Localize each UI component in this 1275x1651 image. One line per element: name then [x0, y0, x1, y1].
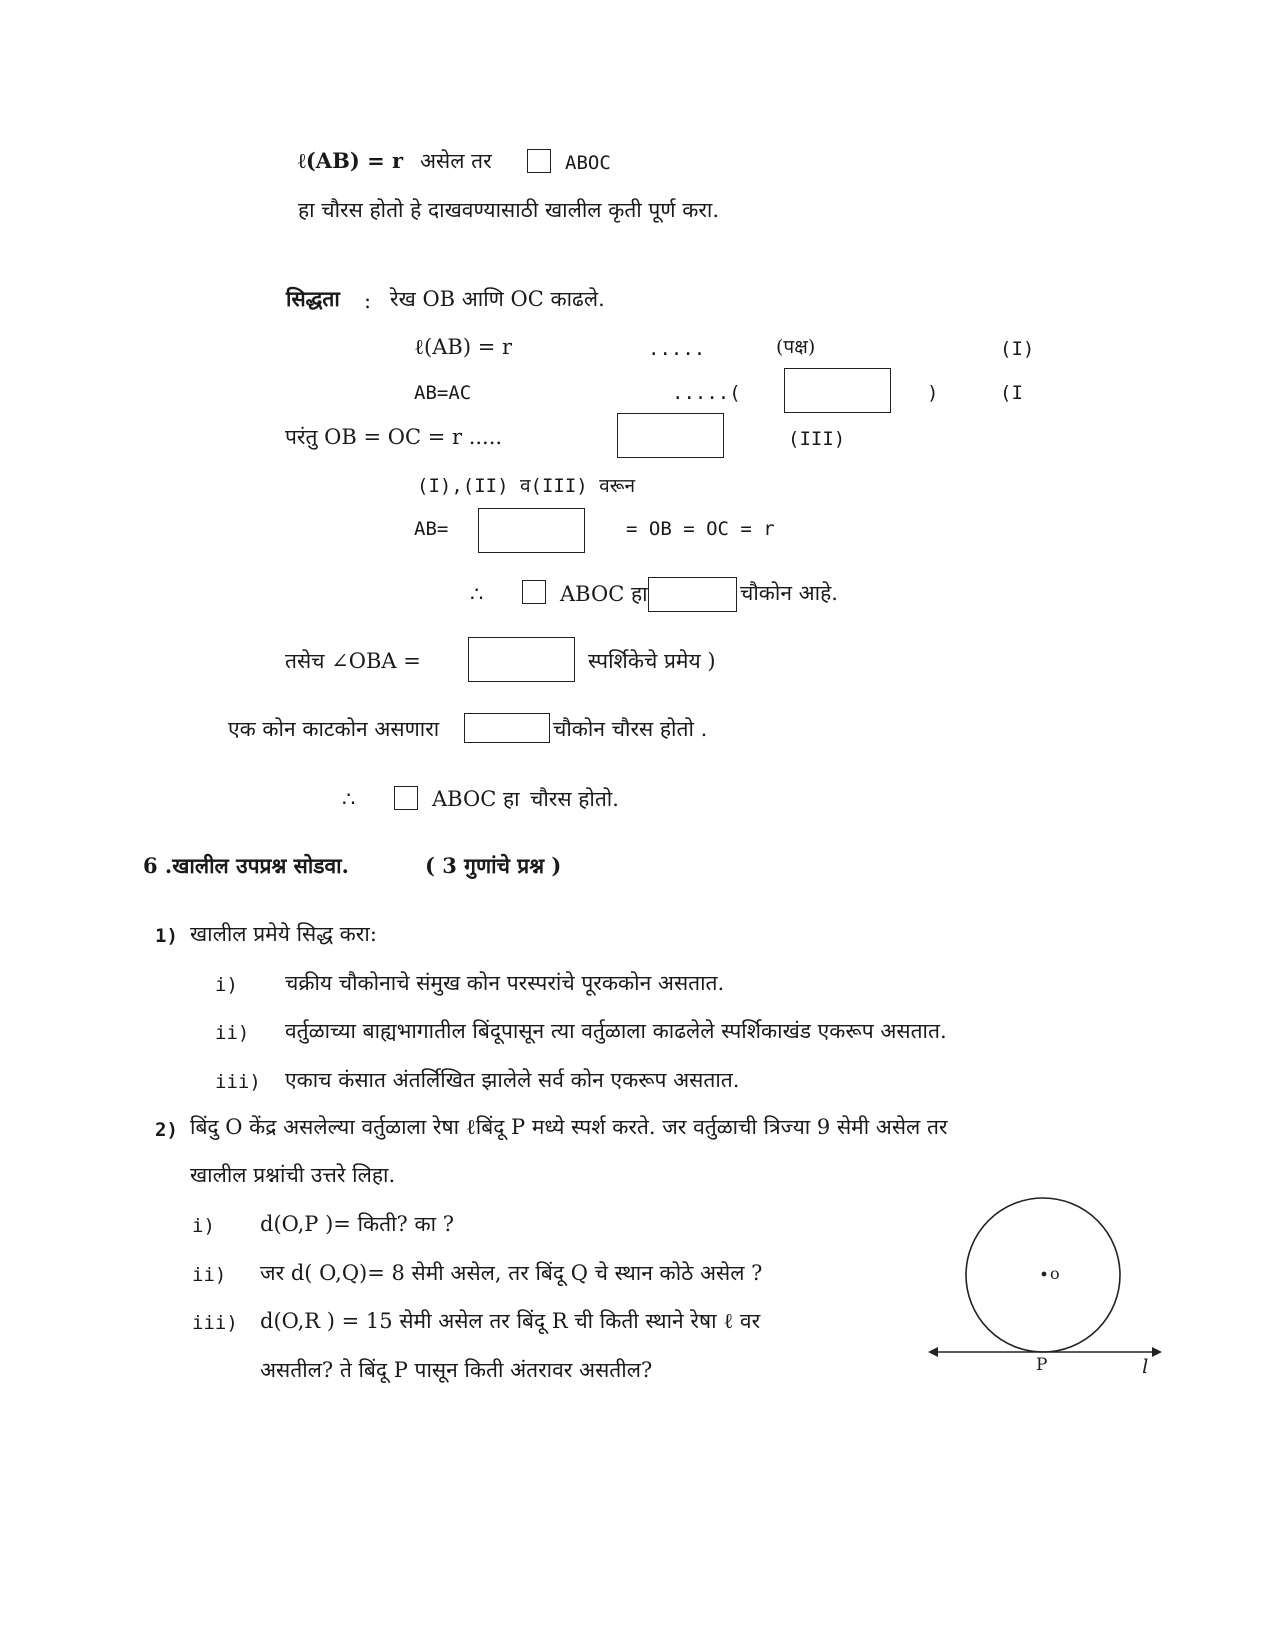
section6-marks: ( 3 गुणांचे प्रश्न )	[425, 853, 562, 878]
step8-blank[interactable]	[464, 713, 550, 743]
step4-from: (I),(II) व(III) वरून	[417, 475, 636, 497]
therefore-symbol-1: ∴	[470, 582, 484, 606]
step7-right: स्पर्शिकेचे प्रमेय )	[588, 649, 716, 673]
step2-close-paren: )	[927, 382, 939, 404]
step8-right: चौकोन चौरस होतो .	[553, 717, 708, 741]
q1-item-number: iii)	[215, 1071, 261, 1093]
section6-heading: 6 .खालील उपप्रश्न सोडवा.	[143, 853, 349, 878]
q2-item-number: i)	[192, 1215, 215, 1237]
step5-left: AB=	[414, 518, 449, 540]
step6-aboc: ABOC हा	[560, 582, 648, 606]
q1-item-number: i)	[215, 974, 238, 996]
step5-blank[interactable]	[478, 508, 585, 553]
q2-item-text: जर d( O,Q)= 8 सेमी असेल, तर बिंदू Q चे स्थान कोठे असेल ?	[260, 1261, 763, 1285]
q2-line2: खालील प्रश्नांची उत्तरे लिहा.	[190, 1163, 396, 1187]
center-point	[1042, 1272, 1047, 1277]
step1-dots: .....	[648, 338, 706, 360]
q1-item-number: ii)	[215, 1022, 250, 1044]
q2-number: 2)	[155, 1119, 178, 1141]
step3-number: (III)	[788, 428, 846, 450]
q2-line1: बिंदु O केंद्र असलेल्या वर्तुळाला रेषा ℓबिंदू P मध्ये स्पर्श करते. जर वर्तुळाची त्रिज्या 9 सेमी असेल तर	[190, 1115, 948, 1139]
q1-item-text: चक्रीय चौकोनाचे संमुख कोन परस्परांचे पूरककोन असतात.	[285, 971, 725, 995]
q1-item-text: एकाच कंसात अंतर्लिखित झालेले सर्व कोन एकरूप असतात.	[285, 1068, 740, 1092]
point-p-label: P	[1036, 1355, 1048, 1375]
arrow-right-icon	[1152, 1347, 1162, 1357]
step1-statement: ℓ(AB) = r	[414, 335, 513, 359]
line-label: l	[1142, 1354, 1149, 1378]
q2-item-text: असतील? ते बिंदू P पासून किती अंतरावर असतील?	[260, 1358, 653, 1382]
q1-item-text: वर्तुळाच्या बाह्यभागातील बिंदूपासून त्या वर्तुळाला काढलेले स्पर्शिकाखंड एकरूप असतात.	[285, 1019, 947, 1043]
proof-label: सिद्धता	[286, 286, 340, 311]
step7-blank[interactable]	[468, 637, 575, 682]
step1-reason: (पक्ष)	[776, 336, 816, 358]
arrow-left-icon	[928, 1347, 938, 1357]
step6-blank[interactable]	[648, 577, 737, 612]
center-label: o	[1050, 1264, 1060, 1283]
therefore-symbol-2: ∴	[342, 787, 356, 811]
step3-reason-blank[interactable]	[617, 413, 724, 458]
q2-item-text: d(O,P )= किती? का ?	[260, 1212, 454, 1236]
step2-number: (I	[1000, 382, 1023, 404]
step9-aboc: ABOC हा	[432, 787, 520, 811]
proof-construction: रेख OB आणि OC काढले.	[390, 287, 605, 311]
step2-reason-blank[interactable]	[784, 368, 891, 413]
quadrilateral-square-icon	[394, 786, 418, 810]
intro-aboc: ABOC	[565, 152, 611, 174]
intro-instruction: हा चौरस होतो हे दाखवण्यासाठी खालील कृती पूर्ण करा.	[298, 198, 720, 222]
step5-right: = OB = OC = r	[626, 518, 775, 540]
q1-number: 1)	[155, 925, 178, 947]
step2-dots: .....(	[672, 382, 741, 404]
step2-statement: AB=AC	[414, 382, 472, 404]
q1-prompt: खालील प्रमेये सिद्ध करा:	[190, 922, 377, 946]
quadrilateral-square-icon	[527, 149, 551, 173]
intro-l-ab-r: ℓ(AB) = r	[298, 148, 404, 173]
q2-item-number: ii)	[192, 1264, 227, 1286]
step1-number: (I)	[1000, 338, 1035, 360]
step9-end: चौरस होतो.	[530, 787, 619, 811]
q2-item-number: iii)	[192, 1312, 238, 1334]
q2-item-text: d(O,R ) = 15 सेमी असेल तर बिंदू R ची किती स्थाने रेषा ℓ वर	[260, 1309, 761, 1333]
quadrilateral-square-icon	[522, 580, 546, 604]
step7-left: तसेच ∠OBA =	[285, 649, 421, 673]
step3-statement: परंतु OB = OC = r .....	[285, 425, 503, 449]
circle-tangent-figure	[920, 1195, 1170, 1390]
step8-left: एक कोन काटकोन असणारा	[228, 717, 440, 741]
step6-end: चौकोन आहे.	[740, 581, 838, 605]
intro-if-text: असेल तर	[420, 149, 492, 173]
proof-colon: :	[364, 289, 372, 313]
